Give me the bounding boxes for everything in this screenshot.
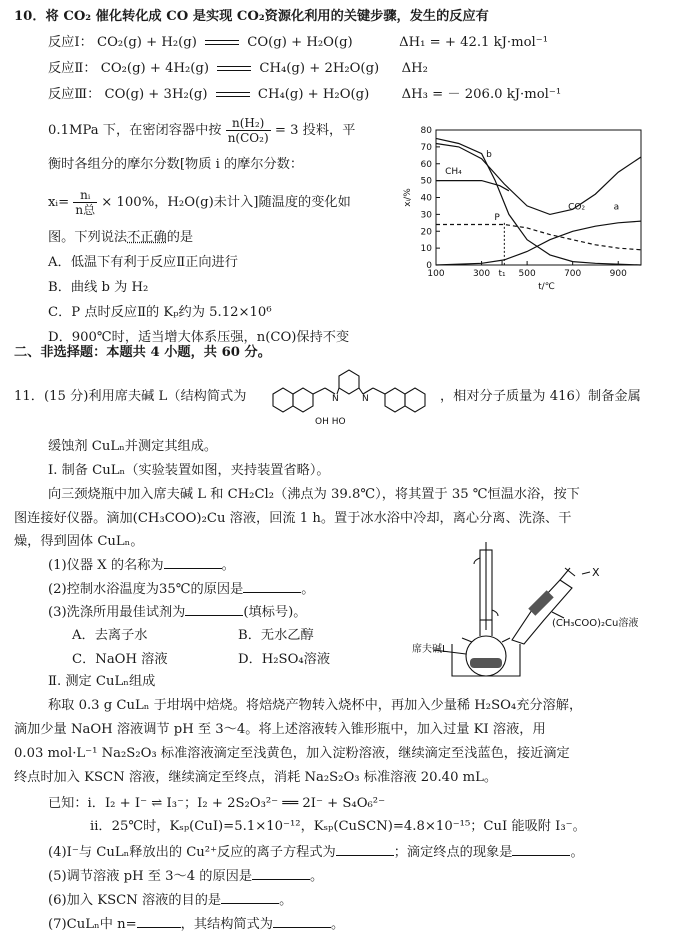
reaction-right: CH₄(g) + H₂O(g)	[257, 87, 370, 102]
choice-b[interactable]: B．无水乙醇	[238, 628, 314, 643]
condition-text: 0.1MPa 下，在密闭容器中按	[48, 123, 222, 138]
question-text: (4)I⁻与 CuLₙ释放出的 Cu²⁺反应的离子方程式为	[48, 845, 336, 860]
sub-question-4	[48, 843, 584, 862]
sub-question-2	[48, 580, 314, 599]
answer-blank[interactable]	[252, 867, 310, 880]
nitrogen-label-left: N	[332, 394, 339, 404]
answer-blank[interactable]	[137, 915, 181, 928]
series-line-aux	[436, 181, 509, 191]
part-2-heading: Ⅱ. 测定 CuLₙ组成	[48, 674, 156, 689]
method-line-2: 滴加少量 NaOH 溶液调节 pH 至 3～4。将上述溶液转入锥形瓶中，加入过量 KI 溶液，用	[14, 722, 546, 737]
reflux-apparatus	[412, 540, 682, 680]
option-a[interactable]: A．低温下有利于反应Ⅱ正向进行	[48, 255, 238, 270]
section-heading: 二、非选择题：本题共 4 小题，共 60 分。	[14, 345, 271, 360]
point-p-label: P	[494, 212, 500, 223]
y-tick-label: 50	[420, 176, 432, 187]
condition-line-2: 衡时各组分的摩尔分数[物质 i 的摩尔分数：	[48, 157, 304, 172]
question-text: (7)CuLₙ中 n=	[48, 917, 137, 932]
question-text: (6)加入 KSCN 溶液的目的是	[48, 893, 222, 908]
equals-sign	[217, 66, 251, 71]
enthalpy: ΔH₃ = － 206.0 kJ·mol⁻¹	[401, 87, 562, 102]
schiff-base-structure	[263, 368, 435, 430]
apparatus-label-x: X	[592, 566, 600, 579]
y-tick-label: 10	[420, 244, 432, 255]
x-tick-label: 300	[472, 269, 491, 279]
part-1-heading: Ⅰ. 制备 CuLₙ（实验装置如图，夹持装置省略）。	[48, 463, 330, 478]
answer-blank[interactable]	[273, 915, 331, 928]
choice-c[interactable]: C．NaOH 溶液	[72, 652, 168, 667]
reaction-right: CH₄(g) + 2H₂O(g)	[259, 61, 380, 76]
y-tick-label: 70	[420, 142, 432, 153]
apparatus-label-schiff: 席夫碱L	[412, 644, 448, 655]
y-tick-label: 30	[420, 210, 432, 221]
q11-stem-b: ，相对分子质量为 416）制备金属	[440, 389, 641, 404]
x-tick-label: 500	[518, 269, 536, 279]
fraction-denominator: n总	[75, 203, 96, 217]
x-axis-label: t/℃	[538, 282, 555, 292]
emphasis-text: 不正确	[127, 230, 167, 245]
q10-stem: 10．将 CO₂ 催化转化成 CO 是实现 CO₂资源化利用的关键步骤，发生的反应有	[14, 9, 489, 24]
answer-blank[interactable]	[164, 556, 222, 569]
answer-blank[interactable]	[243, 580, 301, 593]
reaction-right: CO(g) + H₂O(g)	[247, 35, 353, 50]
known-2: ii．25℃时，Kₛₚ(CuI)=5.1×10⁻¹²，Kₛₚ(CuSCN)=4.8×10⁻¹⁵；CuI 能吸附 I₃⁻。	[90, 819, 586, 834]
question-text: (1)仪器 X 的名称为	[48, 558, 164, 573]
known-1: 已知：i．I₂ + I⁻ ⇌ I₃⁻；I₂ + 2S₂O₃²⁻ ══ 2I⁻ + S₄O₆²⁻	[48, 796, 386, 811]
answer-blank[interactable]	[185, 603, 243, 616]
xi-fraction	[73, 188, 97, 217]
procedure-line-1: 向三颈烧瓶中加入席夫碱 L 和 CH₂Cl₂（沸点为 39.8℃），将其置于 35 ℃恒温水浴，按下	[48, 487, 580, 502]
option-c[interactable]: C．P 点时反应Ⅱ的 Kₚ约为 5.12×10⁶	[48, 305, 272, 320]
sub-question-7	[48, 915, 344, 934]
procedure-line-2: 图连接好仪器。滴加(CH₃COO)₂Cu 溶液，回流 1 h。置于冰水浴中冷却，离心分离、洗涤、干	[14, 511, 572, 526]
mole-fraction-chart	[400, 118, 650, 293]
period: 。	[330, 917, 345, 932]
y-tick-label: 0	[426, 261, 432, 271]
series-label: a	[613, 202, 620, 213]
question-text: (3)洗涤所用最佳试剂为	[48, 605, 186, 620]
xi-text: xᵢ=	[48, 195, 70, 210]
series-label: b	[486, 150, 492, 160]
reaction-label: 反应Ⅰ：	[48, 35, 93, 50]
period: 。	[221, 558, 235, 573]
enthalpy: ΔH₂	[401, 61, 428, 76]
prompt-text: 图。下列说法	[48, 230, 128, 245]
y-tick-label: 20	[420, 227, 432, 238]
reaction-3	[48, 86, 561, 104]
answer-blank[interactable]	[336, 843, 394, 856]
period: 。	[301, 582, 315, 597]
fraction-numerator: n(H₂)	[226, 116, 271, 131]
y-tick-label: 40	[420, 193, 432, 204]
reaction-left: CO₂(g) + 4H₂(g)	[100, 61, 209, 76]
question-text: (2)控制水浴温度为35℃的原因是	[48, 582, 244, 597]
fraction-numerator: nᵢ	[73, 188, 97, 203]
reaction-left: CO(g) + 3H₂(g)	[104, 87, 208, 102]
q11-stem-a: 11．(15 分)利用席夫碱 L（结构简式为	[14, 389, 247, 404]
reaction-left: CO₂(g) + H₂(g)	[96, 35, 197, 50]
nitrogen-label-right: N	[362, 394, 369, 404]
method-line-4: 终点时加入 KSCN 溶液，继续滴定至终点，消耗 Na₂S₂O₃ 标准溶液 20.40 mL。	[14, 770, 498, 785]
y-tick-label: 60	[420, 159, 432, 170]
period: 。	[570, 845, 584, 860]
x-tick-label: 900	[609, 269, 627, 279]
x-tick-label: t₁	[498, 269, 506, 279]
equals-sign	[216, 92, 250, 97]
reaction-2	[48, 60, 428, 78]
y-tick-label: 80	[420, 126, 432, 136]
sub-question-5	[48, 867, 323, 886]
enthalpy: ΔH₁ = + 42.1 kJ·mol⁻¹	[399, 35, 548, 50]
reaction-1	[48, 34, 548, 52]
question-text: ，其结构简式为	[180, 917, 273, 932]
condition-text: = 3 投料，平	[274, 123, 356, 138]
hydroxyl-labels: OH HO	[315, 417, 346, 427]
period: 。	[279, 893, 293, 908]
series-label: CH₄	[445, 166, 462, 177]
method-line-3: 0.03 mol·L⁻¹ Na₂S₂O₃ 标准溶液滴定至浅黄色，加入淀粉溶液，继续滴定至浅蓝色，接近滴定	[14, 746, 570, 761]
option-b[interactable]: B．曲线 b 为 H₂	[48, 280, 149, 295]
choice-d[interactable]: D．H₂SO₄溶液	[238, 652, 331, 667]
question-text: (填标号)。	[243, 605, 307, 620]
procedure-line-3: 燥，得到固体 CuLₙ。	[14, 534, 144, 549]
sub-question-1	[48, 556, 235, 575]
x-tick-label: 100	[427, 269, 445, 279]
reaction-label: 反应Ⅱ：	[48, 61, 97, 76]
xi-text: × 100%，H₂O(g)未计入]随温度的变化如	[101, 195, 351, 210]
equals-sign	[205, 40, 239, 45]
reaction-label: 反应Ⅲ：	[48, 87, 101, 102]
apparatus-label-solution: (CH₃COO)₂Cu溶液	[552, 618, 639, 629]
sub-question-6	[48, 891, 292, 910]
ratio-fraction	[226, 116, 271, 145]
plot-frame	[436, 130, 641, 265]
choice-a[interactable]: A．去离子水	[72, 628, 148, 643]
series-line-a	[436, 221, 641, 265]
series-line-b	[436, 144, 641, 215]
mole-fraction-line	[48, 188, 351, 217]
q11-stem-c: 缓蚀剂 CuLₙ并测定其组成。	[48, 439, 218, 454]
option-d[interactable]: D．900℃时，适当增大体系压强，n(CO)保持不变	[48, 330, 350, 345]
method-line-1: 称取 0.3 g CuLₙ 于坩埚中焙烧。将焙烧产物转入烧杯中，再加入少量稀 H₂SO₄充分溶解，	[48, 698, 583, 713]
x-tick-label: 700	[564, 269, 582, 279]
condition-line	[48, 116, 355, 145]
question-text: ；滴定终点的现象是	[393, 845, 513, 860]
question-prompt	[48, 229, 193, 247]
answer-blank[interactable]	[512, 843, 570, 856]
y-axis-label: xᵢ/%	[403, 188, 413, 207]
series-label: CO₂	[568, 202, 586, 213]
answer-blank[interactable]	[221, 891, 279, 904]
question-text: (5)调节溶液 pH 至 3～4 的原因是	[48, 869, 253, 884]
period: 。	[310, 869, 324, 884]
prompt-text: 的是	[166, 230, 194, 245]
sub-question-3	[48, 603, 306, 622]
fraction-denominator: n(CO₂)	[227, 131, 269, 145]
